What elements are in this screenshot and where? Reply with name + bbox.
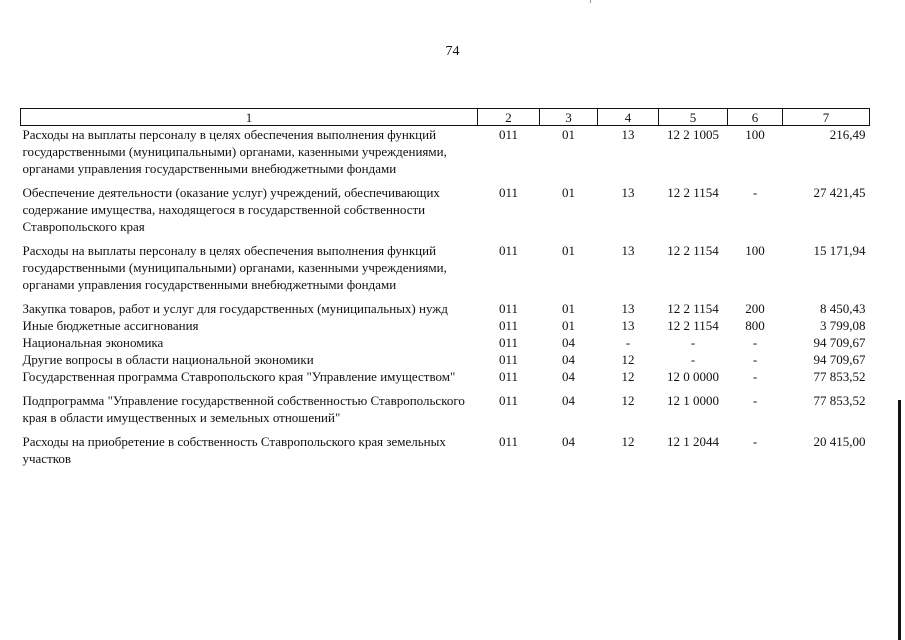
row-expense-type: - bbox=[752, 393, 758, 408]
row-subsection-code: 13 bbox=[621, 301, 635, 316]
row-amount: 94 709,67 bbox=[813, 335, 866, 350]
row-expense-type: - bbox=[752, 434, 758, 449]
row-name: Национальная экономика bbox=[22, 335, 164, 350]
row-section-code: 01 bbox=[562, 301, 575, 316]
row-amount: 27 421,45 bbox=[813, 185, 866, 200]
budget-table bbox=[20, 108, 870, 467]
row-expense-type: - bbox=[752, 335, 758, 350]
row-subsection-code: 13 bbox=[621, 185, 635, 200]
row-name: Обеспечение деятельности (оказание услуг) учреждений, обеспечивающих содержание имущества, находящегося в государственной собственности Ставропольского края bbox=[22, 185, 440, 234]
row-ministry-code: 011 bbox=[498, 335, 519, 350]
row-subsection-code: 13 bbox=[621, 127, 635, 142]
row-ministry-code: 011 bbox=[498, 185, 519, 200]
row-amount: 77 853,52 bbox=[813, 369, 866, 384]
row-target-article: 12 1 0000 bbox=[667, 393, 719, 408]
table-row bbox=[21, 300, 870, 317]
row-ministry-code: 011 bbox=[498, 434, 519, 449]
table-row bbox=[21, 184, 870, 242]
row-section-code: 04 bbox=[562, 335, 575, 350]
row-expense-type: - bbox=[752, 352, 758, 367]
row-amount: 15 171,94 bbox=[813, 243, 866, 258]
row-amount: 8 450,43 bbox=[820, 301, 866, 316]
row-target-article: 12 2 1154 bbox=[667, 243, 719, 258]
header-col-2: 2 bbox=[478, 109, 540, 126]
row-ministry-code: 011 bbox=[498, 127, 519, 142]
scan-speck bbox=[590, 0, 591, 3]
header-col-7: 7 bbox=[783, 109, 870, 126]
row-subsection-code: 12 bbox=[621, 393, 635, 408]
row-name: Другие вопросы в области национальной экономики bbox=[22, 352, 314, 367]
table-row bbox=[21, 368, 870, 392]
row-target-article: 12 1 2044 bbox=[667, 434, 719, 449]
row-subsection-code: 12 bbox=[621, 369, 635, 384]
row-expense-type: 200 bbox=[745, 301, 765, 316]
header-col-6: 6 bbox=[728, 109, 783, 126]
row-name: Расходы на приобретение в собственность Ставропольского края земельных участков bbox=[22, 434, 446, 466]
row-ministry-code: 011 bbox=[498, 243, 519, 258]
table-row bbox=[21, 392, 870, 433]
row-target-article: 12 2 1154 bbox=[667, 318, 719, 333]
row-amount: 20 415,00 bbox=[813, 434, 866, 449]
row-subsection-code: 13 bbox=[621, 243, 635, 258]
row-section-code: 04 bbox=[562, 352, 575, 367]
row-section-code: 01 bbox=[562, 318, 575, 333]
row-target-article: - bbox=[690, 335, 696, 350]
row-ministry-code: 011 bbox=[498, 301, 519, 316]
row-amount: 216,49 bbox=[829, 127, 866, 142]
row-amount: 94 709,67 bbox=[813, 352, 866, 367]
table-row bbox=[21, 433, 870, 467]
header-col-1: 1 bbox=[21, 109, 478, 126]
row-section-code: 01 bbox=[562, 185, 575, 200]
page-number: 74 bbox=[445, 44, 460, 59]
row-expense-type: - bbox=[752, 369, 758, 384]
row-name: Закупка товаров, работ и услуг для государственных (муниципальных) нужд bbox=[22, 301, 448, 316]
row-target-article: 12 2 1005 bbox=[667, 127, 719, 142]
table-row bbox=[21, 242, 870, 300]
row-name: Подпрограмма "Управление государственной собственностью Ставропольского края в области имущественных и земельных отношений" bbox=[22, 393, 465, 425]
row-section-code: 04 bbox=[562, 369, 575, 384]
row-subsection-code: 12 bbox=[621, 352, 635, 367]
table-row bbox=[21, 317, 870, 334]
header-col-5: 5 bbox=[659, 109, 728, 126]
table-row bbox=[21, 351, 870, 368]
table-row bbox=[21, 126, 870, 185]
row-ministry-code: 011 bbox=[498, 318, 519, 333]
row-ministry-code: 011 bbox=[498, 352, 519, 367]
row-expense-type: - bbox=[752, 185, 758, 200]
row-section-code: 04 bbox=[562, 434, 575, 449]
row-name: Расходы на выплаты персоналу в целях обеспечения выполнения функций государственными (муниципальными) органами, казенными учреждениями, органами управления государственными внебюджетными фондами bbox=[22, 243, 447, 292]
scan-edge-mark bbox=[898, 400, 901, 640]
row-name: Иные бюджетные ассигнования bbox=[22, 318, 199, 333]
row-name: Расходы на выплаты персоналу в целях обеспечения выполнения функций государственными (муниципальными) органами, казенными учреждениями, органами управления государственными внебюджетными фондами bbox=[22, 127, 447, 176]
row-subsection-code: 12 bbox=[621, 434, 635, 449]
row-section-code: 04 bbox=[562, 393, 575, 408]
row-target-article: 12 2 1154 bbox=[667, 301, 719, 316]
row-expense-type: 100 bbox=[745, 127, 765, 142]
row-subsection-code: - bbox=[625, 335, 631, 350]
table-row bbox=[21, 334, 870, 351]
header-col-4: 4 bbox=[598, 109, 659, 126]
row-target-article: 12 2 1154 bbox=[667, 185, 719, 200]
row-expense-type: 800 bbox=[745, 318, 765, 333]
row-section-code: 01 bbox=[562, 127, 575, 142]
row-ministry-code: 011 bbox=[498, 393, 519, 408]
header-col-3: 3 bbox=[540, 109, 598, 126]
header-row bbox=[21, 109, 870, 126]
row-target-article: - bbox=[690, 352, 696, 367]
row-amount: 3 799,08 bbox=[820, 318, 866, 333]
row-section-code: 01 bbox=[562, 243, 575, 258]
row-amount: 77 853,52 bbox=[813, 393, 866, 408]
row-expense-type: 100 bbox=[745, 243, 765, 258]
row-name: Государственная программа Ставропольского края "Управление имуществом" bbox=[22, 369, 456, 384]
row-target-article: 12 0 0000 bbox=[667, 369, 719, 384]
row-subsection-code: 13 bbox=[621, 318, 635, 333]
row-ministry-code: 011 bbox=[498, 369, 519, 384]
